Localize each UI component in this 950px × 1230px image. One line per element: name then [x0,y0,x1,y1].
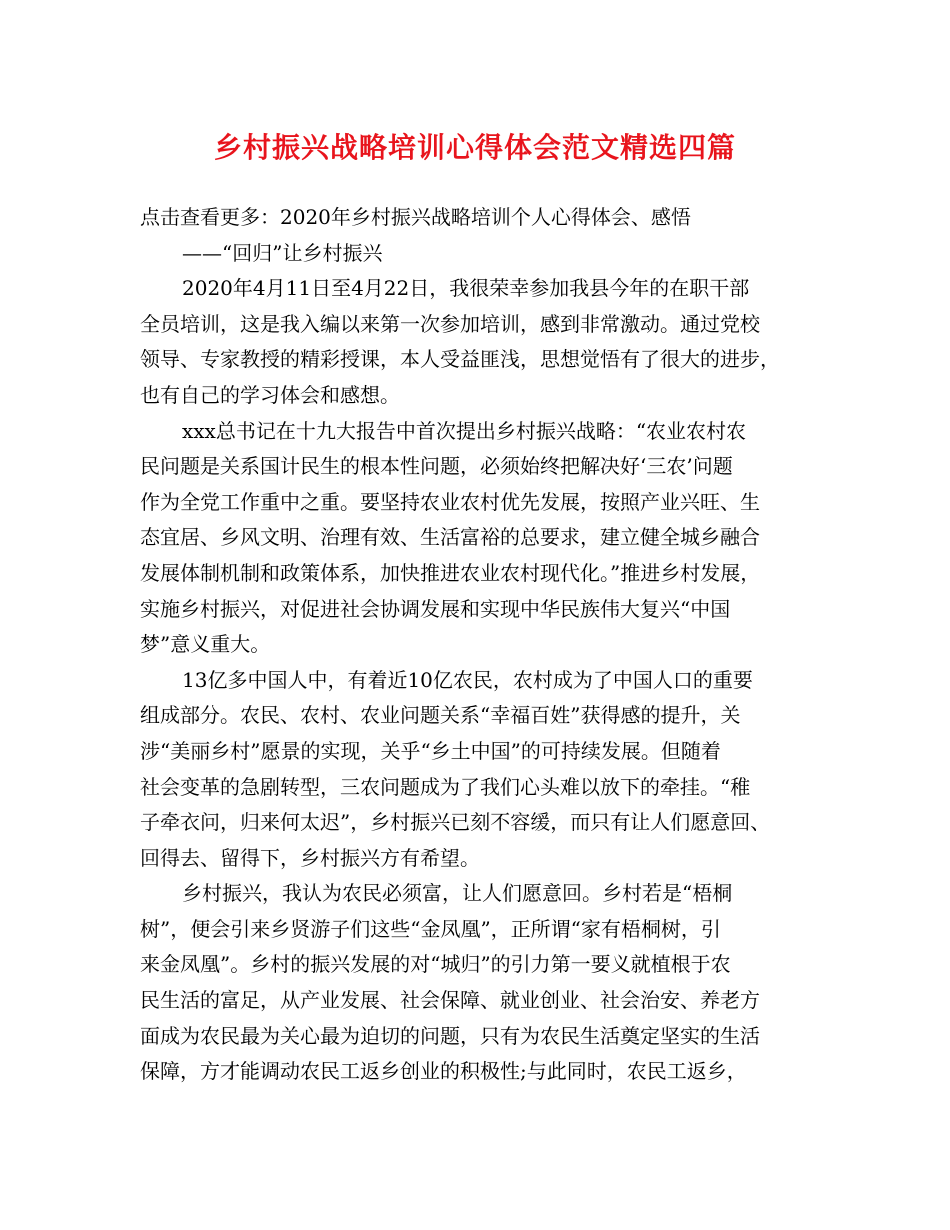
document-title: 乡村振兴战略培训心得体会范文精选四篇 [213,131,736,164]
paragraph-line: xxx总书记在十九大报告中首次提出乡村振兴战略：“农业农村农 [182,418,747,443]
paragraph-line: 树”，便会引来乡贤游子们这些“金凤凰”，正所谓“家有梧桐树，引 [140,916,721,941]
paragraph-line: 面成为农民最为关心最为迫切的问题，只有为农民生活奠定坚实的生活 [140,1023,760,1048]
paragraph-line: 态宜居、乡风文明、治理有效、生活富裕的总要求，建立健全城乡融合 [140,525,760,550]
paragraph-line: 实施乡村振兴，对促进社会协调发展和实现中华民族伟大复兴“中国 [140,596,731,621]
paragraph-line: 社会变革的急剧转型，三农问题成为了我们心头难以放下的牵挂。“稚 [140,774,751,799]
paragraph-line: 民问题是关系国计民生的根本性问题，必须始终把解决好‘三农’问题 [140,454,733,479]
paragraph-line: 全员培训，这是我入编以来第一次参加培训，感到非常激动。通过党校 [140,311,760,336]
paragraph-line: 梦”意义重大。 [140,632,271,657]
paragraph-line: 也有自己的学习体会和感想。 [140,382,400,407]
paragraph-line: 子牵衣问，归来何太迟”，乡村振兴已刻不容缓，而只有让人们愿意回、 [140,810,771,835]
document-body [140,200,830,1090]
intro-line: 点击查看更多：2020年乡村振兴战略培训个人心得体会、感悟 [140,205,691,229]
paragraph-line: 13亿多中国人中，有着近10亿农民，农村成为了中国人口的重要 [182,667,753,692]
subtitle-line: ——“回归”让乡村振兴 [182,240,383,265]
paragraph-line: 2020年4月11日至4月22日，我很荣幸参加我县今年的在职干部 [182,276,750,301]
paragraph-line: 组成部分。农民、农村、农业问题关系“幸福百姓”获得感的提升，关 [140,703,741,728]
paragraph-line: 回得去、留得下，乡村振兴方有希望。 [140,845,480,870]
paragraph-line: 来金凤凰”。乡村的振兴发展的对“城归”的引力第一要义就植根于农 [140,952,731,977]
paragraph-line: 保障，方才能调动农民工返乡创业的积极性;与此同时，农民工返乡， [140,1059,747,1084]
paragraph-line: 发展体制机制和政策体系，加快推进农业农村现代化。”推进乡村发展， [140,560,761,585]
paragraph-line: 涉“美丽乡村”愿景的实现，关乎“乡土中国”的可持续发展。但随着 [140,738,721,763]
paragraph-line: 民生活的富足，从产业发展、社会保障、就业创业、社会治安、养老方 [140,988,760,1013]
paragraph-line: 作为全党工作重中之重。要坚持农业农村优先发展，按照产业兴旺、生 [140,489,760,514]
paragraph-line: 乡村振兴，我认为农民必须富，让人们愿意回。乡村若是“梧桐 [182,881,733,906]
paragraph-line: 领导、专家教授的精彩授课，本人受益匪浅，思想觉悟有了很大的进步， [140,347,780,372]
